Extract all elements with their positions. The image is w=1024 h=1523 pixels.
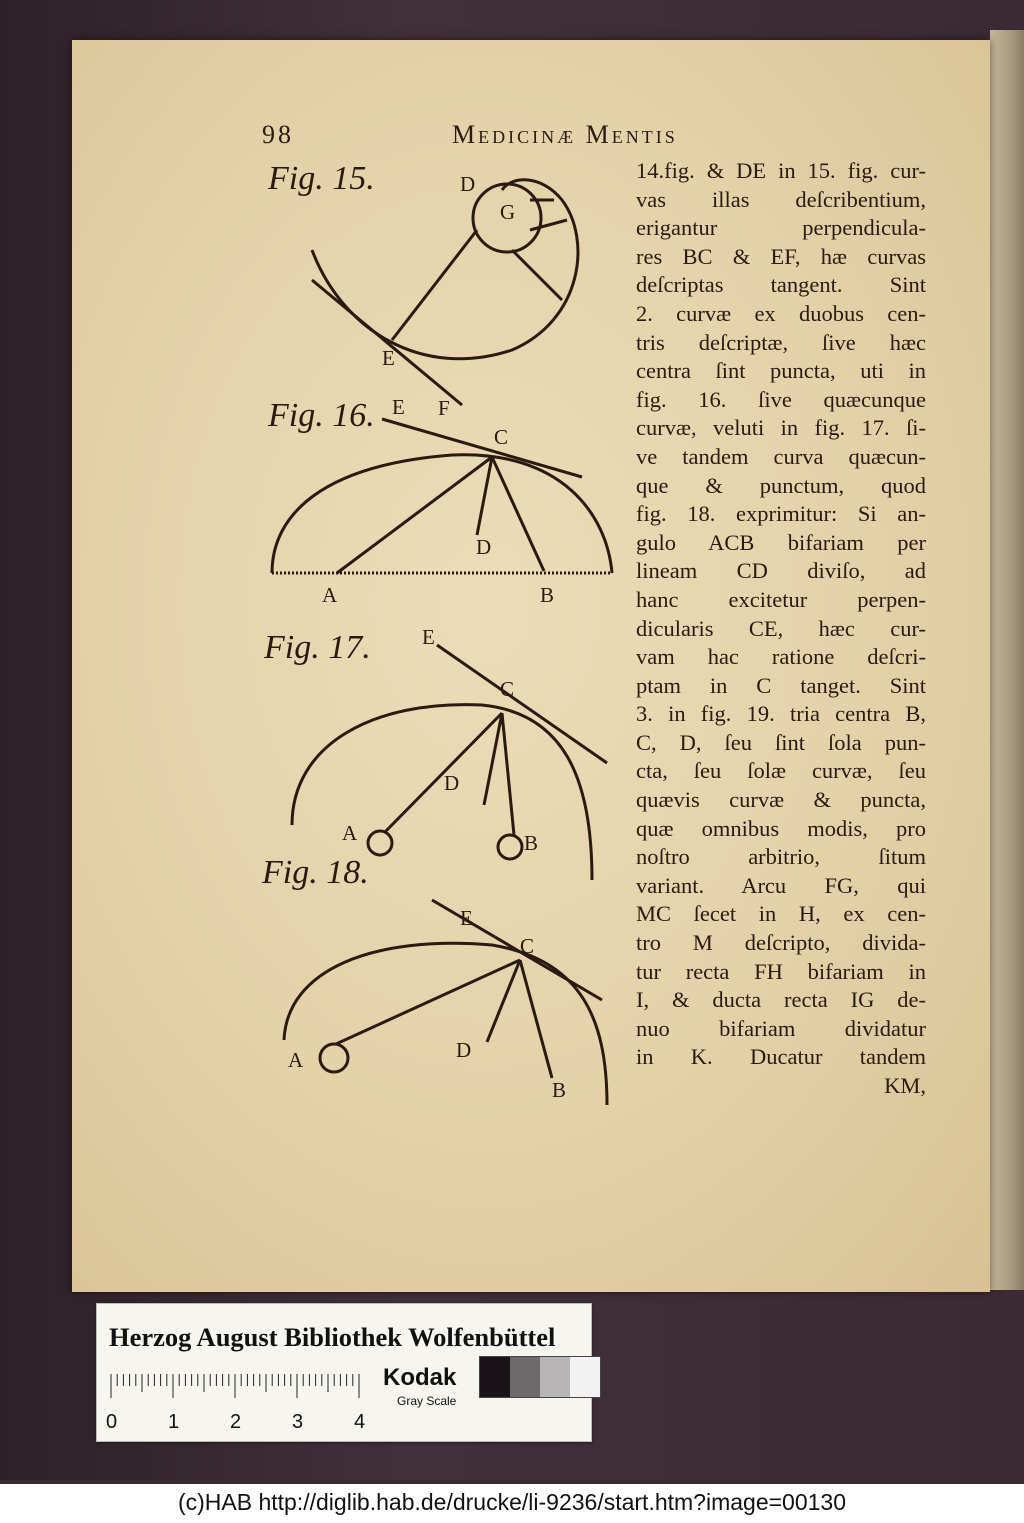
running-title: Medicinæ Mentis (452, 120, 678, 149)
text-line: erigantur perpendicula- (636, 215, 926, 241)
text-line: nuo bifariam dividatur (636, 1015, 926, 1041)
kodak-brand: Kodak (383, 1364, 457, 1391)
text-line: tro M deſcripto, divida- (636, 930, 926, 956)
text-line: hanc excitetur perpen- (636, 586, 926, 612)
ruler-number: 2 (230, 1411, 242, 1433)
point-label: A (322, 583, 338, 607)
text-line: noſtro arbitrio, ſitum (636, 844, 926, 870)
point-label: E (422, 625, 435, 649)
figure-16 (262, 395, 632, 610)
page-number: 98 (262, 120, 294, 149)
book-spine-edge (990, 30, 1024, 1290)
ruler-number: 4 (354, 1411, 366, 1433)
text-line: variant. Arcu FG, qui (636, 872, 926, 898)
gray-scale-swatches (479, 1356, 601, 1398)
point-label: A (342, 821, 358, 845)
gray-swatch (570, 1357, 600, 1397)
point-label: B (552, 1078, 567, 1102)
ruler-number: 0 (106, 1411, 118, 1433)
library-name: Herzog August Bibliothek Wolfenbüttel (109, 1322, 556, 1352)
figure-label: Fig. 18. (262, 854, 369, 891)
text-line: KM, (884, 1073, 926, 1098)
figure-17 (262, 625, 632, 865)
ruler-scale (106, 1370, 369, 1433)
point-label: G (500, 200, 516, 224)
text-line: MC ſecet in H, ex cen- (636, 901, 926, 927)
text-line: I, & ducta recta IG de- (636, 987, 926, 1013)
text-line: res BC & EF, hæ curvas (636, 243, 926, 269)
image-credit: (c)HAB http://diglib.hab.de/drucke/li-9236/start.htm?image=00130 (0, 1484, 1024, 1523)
text-line: cta, ſeu ſolæ curvæ, ſeu (636, 758, 926, 784)
point-label: C (500, 677, 515, 701)
point-label: D (444, 771, 460, 795)
gray-swatch (510, 1357, 540, 1397)
point-label: A (288, 1048, 304, 1072)
figure-label: Fig. 17. (264, 629, 371, 666)
point-label: E (392, 395, 405, 419)
ruler-number: 1 (168, 1411, 180, 1433)
text-line: 3. in fig. 19. tria centra B, (636, 701, 926, 727)
text-line: 2. curvæ ex duobus cen- (636, 300, 926, 326)
text-line: dicularis CE, hæc cur- (636, 615, 926, 641)
text-line: quævis curvæ & puncta, (636, 787, 926, 813)
text-line: vam hac ratione deſcri- (636, 644, 926, 670)
gray-swatch (540, 1357, 570, 1397)
point-label: D (476, 535, 492, 559)
text-line: que & punctum, quod (636, 472, 926, 498)
point-label: D (456, 1038, 472, 1062)
text-line: vas illas deſcribentium, (636, 186, 926, 212)
text-line: 14.fig. & DE in 15. fig. cur- (636, 158, 926, 183)
text-line: fig. 18. exprimitur: Si an- (636, 501, 926, 527)
point-label: E (460, 906, 473, 930)
ruler-number: 3 (292, 1411, 304, 1433)
text-line: tris deſcriptæ, ſive hæc (636, 329, 926, 355)
text-line: curvæ, veluti in fig. 17. ſi- (636, 415, 926, 441)
text-line: centra ſint puncta, uti in (636, 358, 926, 384)
point-label: B (524, 831, 539, 855)
library-color-card (96, 1303, 592, 1442)
text-line: C, D, ſeu ſint ſola pun- (636, 729, 926, 755)
text-line: deſcriptas tangent. Sint (636, 272, 926, 298)
figure-label: Fig. 15. (268, 160, 375, 197)
gray-swatch (480, 1357, 510, 1397)
book-page (72, 40, 990, 1292)
text-line: in K. Ducatur tandem (636, 1044, 926, 1070)
body-text (636, 157, 926, 1101)
text-line: fig. 16. ſive quæcunque (636, 386, 926, 412)
point-label: C (494, 425, 509, 449)
point-label: D (460, 172, 476, 196)
text-line: gulo ACB bifariam per (636, 529, 926, 555)
point-label: C (520, 934, 535, 958)
point-label: E (382, 346, 395, 370)
text-line: ptam in C tanget. Sint (636, 672, 926, 698)
figure-18 (262, 850, 632, 1100)
text-line: tur recta FH bifariam in (636, 958, 926, 984)
text-line: ve tandem curva quæcun- (636, 443, 926, 469)
point-label: B (540, 583, 555, 607)
text-line: lineam CD diviſo, ad (636, 558, 926, 584)
point-label: F (438, 396, 450, 420)
kodak-gray-scale-label: Gray Scale (397, 1394, 457, 1408)
figure-label: Fig. 16. (268, 397, 375, 434)
text-line: quæ omnibus modis, pro (636, 815, 926, 841)
